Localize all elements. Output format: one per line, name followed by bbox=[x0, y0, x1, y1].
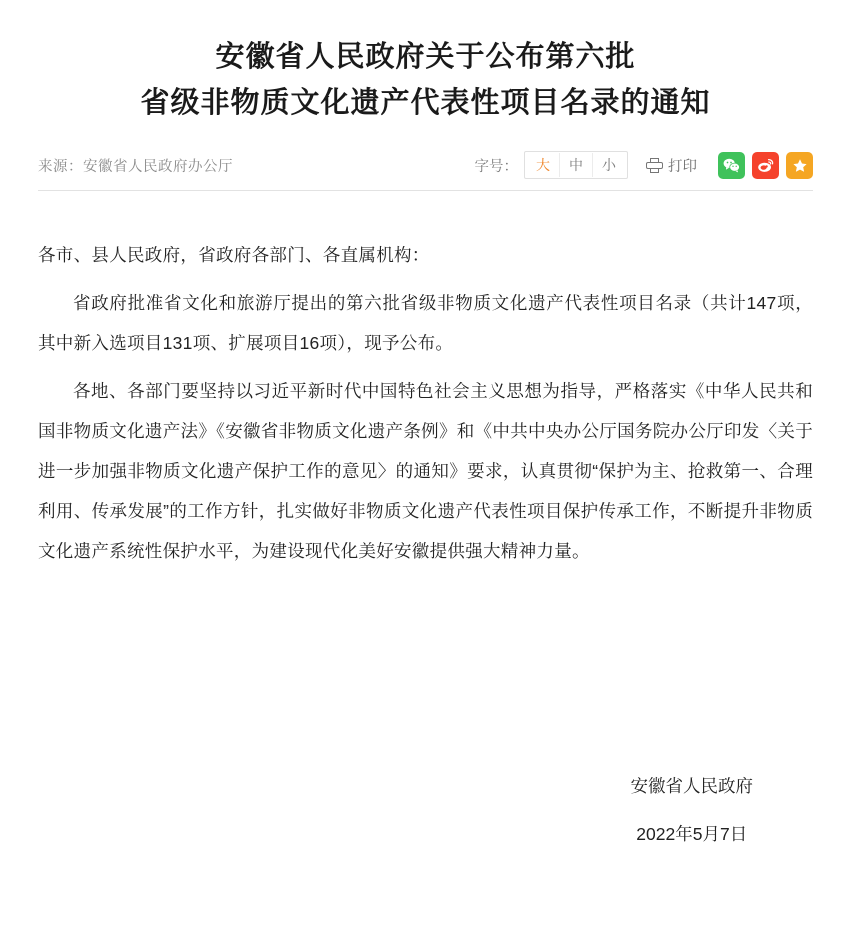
title-line-2: 省级非物质文化遗产代表性项目名录的通知 bbox=[140, 87, 711, 119]
fontsize-medium-button[interactable]: 中 bbox=[559, 153, 592, 177]
weibo-share-icon[interactable] bbox=[752, 152, 779, 179]
fontsize-large-button[interactable]: 大 bbox=[536, 157, 550, 173]
fontsize-small-button[interactable]: 小 bbox=[592, 153, 625, 177]
print-button[interactable] bbox=[646, 155, 697, 176]
body-paragraph-1: 省政府批准省文化和旅游厅提出的第六批省级非物质文化遗产代表性项目名录（共计147项，其中新入选项目131项、扩展项目16项），现予公布。 bbox=[38, 293, 813, 353]
document-meta-bar bbox=[38, 148, 813, 191]
share-icon-group bbox=[711, 152, 813, 179]
wechat-share-icon[interactable] bbox=[718, 152, 745, 179]
print-label: 打印 bbox=[668, 158, 697, 175]
body-paragraph-2: 各地、各部门要坚持以习近平新时代中国特色社会主义思想为指导，严格落实《中华人民共和国非物质文化遗产法》《安徽省非物质文化遗产条例》和《中共中央办公厅国务院办公厅印发〈关于进一步加强非物质文化遗产保护工作的意见〉的通知》要求，认真贯彻“保护为主、抢救第一、合理利用、传承发展”的工作方针，扎实做好非物质文化遗产代表性项目保护传承工作，不断提升非物质文化遗产系统性保护水平，为建设现代化美好安徽提供强大精神力量。 bbox=[38, 381, 813, 561]
body-paragraph-salutation: 各市、县人民政府，省政府各部门、各直属机构： bbox=[38, 245, 430, 265]
page-title bbox=[0, 0, 851, 126]
source-label: 来源：安徽省人民政府办公厅 bbox=[38, 158, 233, 175]
fontsize-switcher[interactable] bbox=[524, 151, 628, 179]
document-body bbox=[0, 191, 851, 571]
fontsize-label: 字号： bbox=[474, 158, 518, 175]
signature-date: 2022年5月7日 bbox=[636, 824, 748, 844]
signature-issuer: 安徽省人民政府 bbox=[630, 776, 753, 796]
meta-tools bbox=[475, 151, 814, 187]
favorite-share-icon[interactable] bbox=[786, 152, 813, 179]
title-line-1: 安徽省人民政府关于公布第六批 bbox=[215, 41, 636, 73]
document-signature bbox=[631, 762, 754, 858]
printer-icon bbox=[646, 158, 663, 172]
